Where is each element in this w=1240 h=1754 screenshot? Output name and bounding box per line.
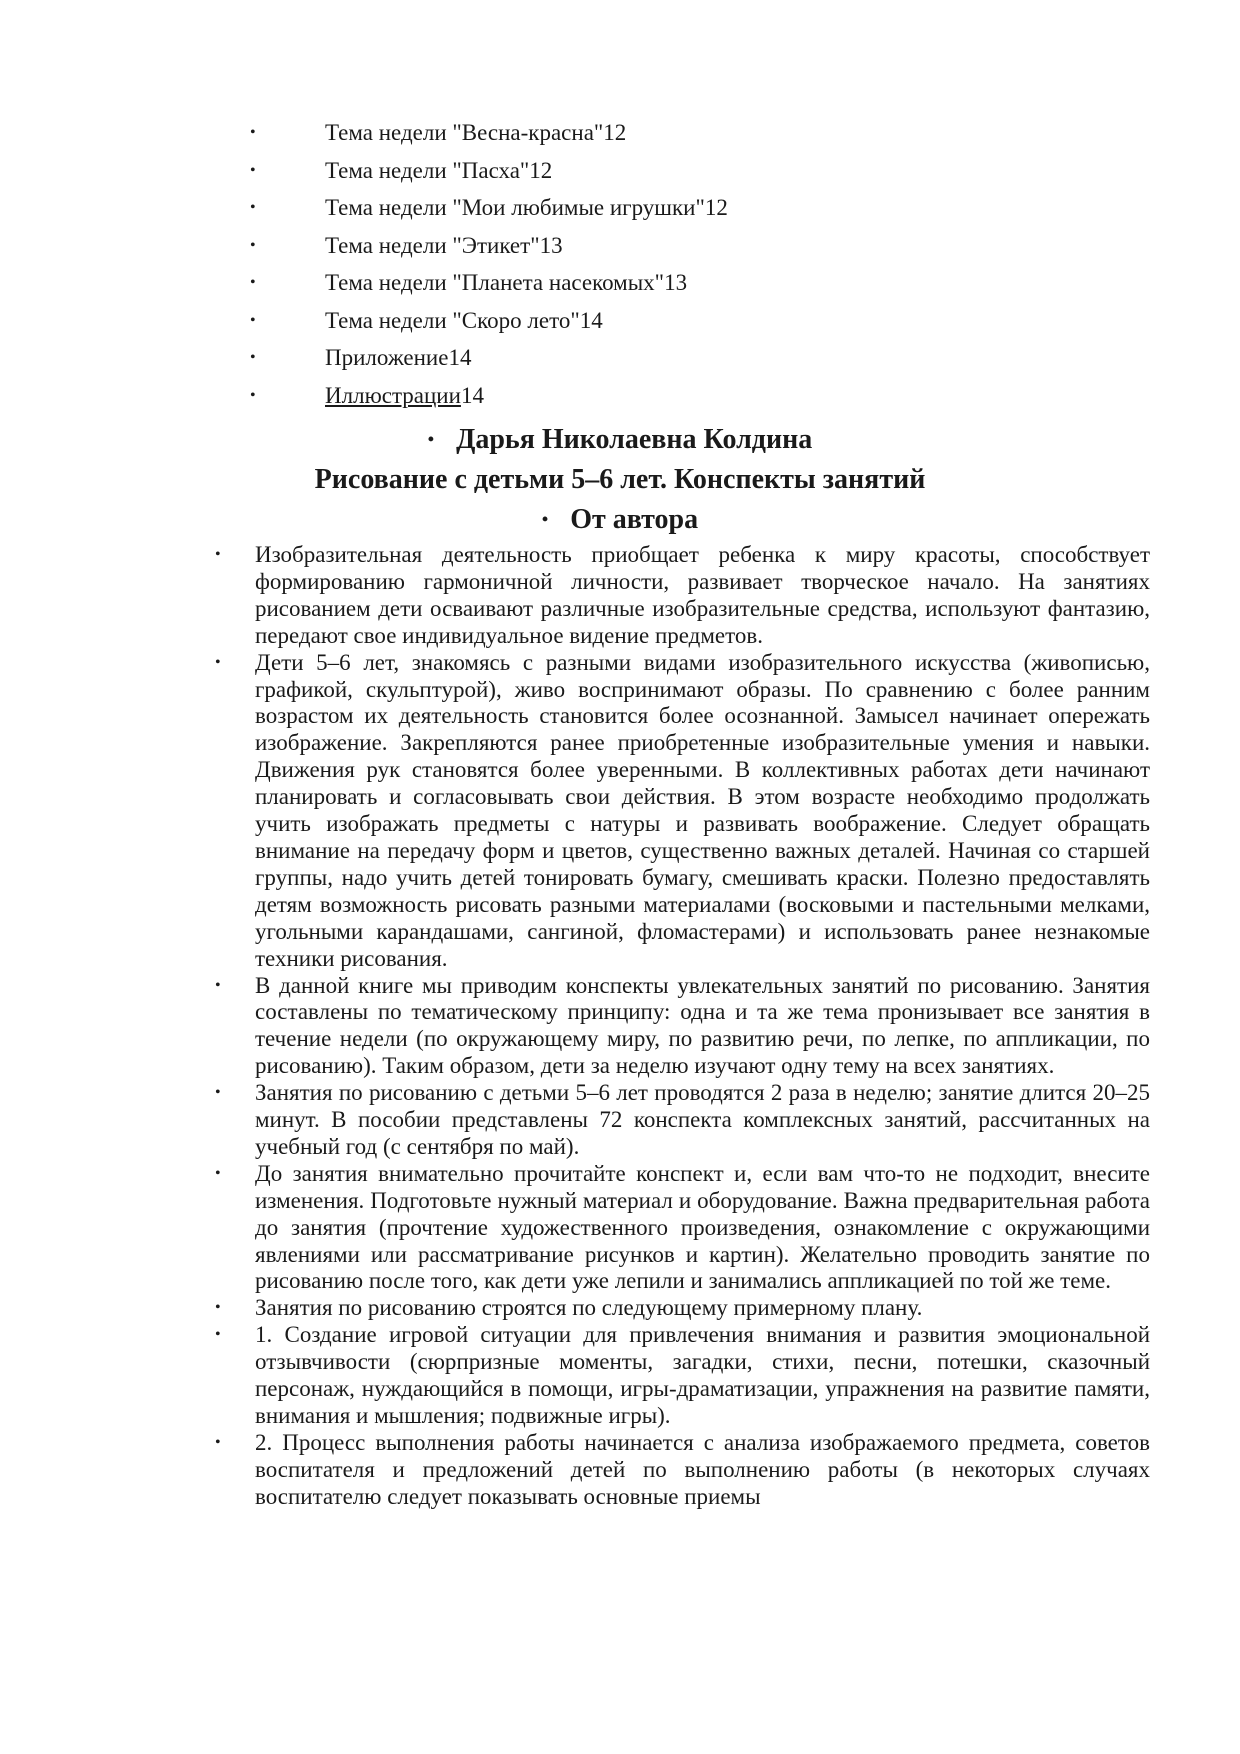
bullet-icon: • <box>250 199 256 216</box>
bullet-icon: • <box>250 161 256 179</box>
paragraph-text: Дети 5–6 лет, знакомясь с разными видами изобразительного искусства (живописью, графикой, скульптурой), живо воспринимают образы. По сравнению с более ранним возрастом их деятельность становится более осознанной. Замысел начинает опережать изображение. Закрепляются ранее приобретенные изобразительные умения и навыки. Движения рук становятся более уверенными. В коллективных работах дети начинают планировать и согласовывать свои действия. В этом возрасте необходимо продолжать учить изображать предметы с натуры и развивать воображение. Следует обращать внимание на передачу форм и цветов, существенно важных деталей. Начиная со старшей группы, надо учить детей тонировать бумагу, смешивать краски. Полезно предоставлять детям возможность рисовать разными материалами (восковыми и пастельными мелками, угольными карандашами, сангиной, фломастерами) и использовать ранее незнакомые техники рисования. <box>255 649 1150 971</box>
toc-item-text: Тема недели "Весна-красна"12 <box>325 120 627 145</box>
bullet-icon: • <box>215 1084 221 1102</box>
bullet-icon: • <box>250 124 256 141</box>
paragraph-text: Занятия по рисованию строятся по следующему примерному плану. <box>255 1295 923 1321</box>
bullet-icon: • <box>250 311 256 329</box>
toc-item[interactable] <box>250 114 950 152</box>
toc-item[interactable] <box>250 152 950 190</box>
toc-item-text: Тема недели "Планета насекомых"13 <box>325 270 688 295</box>
paragraph-text: Занятия по рисованию с детьми 5–6 лет проводятся 2 раза в неделю; занятие длится 20–25 минут. В пособии представлены 72 конспекта комплексных занятий, рассчитанных на учебный год (с сентября по май). <box>255 1080 1150 1159</box>
toc-item-text: Приложение14 <box>325 345 472 370</box>
bullet-icon: • <box>250 236 256 254</box>
toc-item[interactable] <box>250 227 950 265</box>
bullet-icon: • <box>215 1433 221 1451</box>
toc-item[interactable] <box>250 339 950 377</box>
toc-item[interactable] <box>250 189 950 227</box>
bullet-icon: • <box>541 509 549 529</box>
bullet-icon: • <box>250 349 256 366</box>
bullet-icon: • <box>250 274 256 291</box>
paragraph <box>215 650 1150 973</box>
bullet-icon: • <box>215 1326 221 1344</box>
author-name: Дарья Николаевна Колдина <box>456 424 813 455</box>
bullet-icon: • <box>215 546 221 563</box>
toc-item[interactable] <box>250 302 950 340</box>
table-of-contents <box>250 114 950 414</box>
bullet-icon: • <box>250 386 256 404</box>
paragraph <box>215 1295 1150 1322</box>
bullet-icon: • <box>427 429 435 449</box>
paragraph-text: 2. Процесс выполнения работы начинается с анализа изображаемого предмета, советов воспитателя и предложений детей по выполнению работы (в некоторых случаях воспитателю следует показывать основные приемы <box>255 1429 1150 1509</box>
toc-item-text: Тема недели "Пасха"12 <box>325 157 553 183</box>
toc-item[interactable] <box>250 377 950 415</box>
paragraph <box>215 1430 1150 1511</box>
paragraph-text: Изобразительная деятельность приобщает ребенка к миру красоты, способствует формированию гармоничной личности, развивает творческое начало. На занятиях рисованием дети осваивают различные изобразительные средства, используют фантазию, передают свое индивидуальное видение предметов. <box>255 542 1150 648</box>
section-title: От автора <box>570 504 699 535</box>
paragraph <box>215 973 1150 1081</box>
bullet-icon: • <box>215 1299 221 1317</box>
bullet-icon: • <box>215 976 221 994</box>
paragraph <box>215 1080 1150 1161</box>
paragraph-text: 1. Создание игровой ситуации для привлечения внимания и развития эмоциональной отзывчивости (сюрпризные моменты, загадки, стихи, песни, потешки, сказочный персонаж, нуждающийся в помощи, игры-драматизации, упражнения на развитие памяти, внимания и мышления; подвижные игры). <box>255 1322 1150 1428</box>
paragraph-text: В данной книге мы приводим конспекты увлекательных занятий по рисованию. Занятия составлены по тематическому принципу: одна и та же тема пронизывает все занятия в течение недели (по окружающему миру, по развитию речи, по лепке, по аппликации, по рисованию). Таким образом, дети за неделю изучают одну тему на всех занятиях. <box>255 972 1150 1079</box>
bullet-icon: • <box>215 653 221 671</box>
book-title: Рисование с детьми 5–6 лет. Конспекты занятий <box>314 464 926 495</box>
toc-item[interactable] <box>250 264 950 302</box>
toc-item-text: Тема недели "Мои любимые игрушки"12 <box>325 195 728 220</box>
toc-item-page: 14 <box>460 382 484 408</box>
paragraph-text: До занятия внимательно прочитайте конспект и, если вам что-то не подходит, внесите изменения. Подготовьте нужный материал и оборудование. Важна предварительная работа до занятия (прочтение художественного произведения, ознакомление с окружающими явлениями или рассматривание рисунков и картин). Желательно проводить занятие по рисованию после того, как дети уже лепили и занимались аппликацией по той же теме. <box>255 1160 1150 1294</box>
paragraph <box>215 542 1150 650</box>
body-text <box>215 542 1150 1511</box>
toc-item-text: Тема недели "Скоро лето"14 <box>325 307 603 333</box>
toc-link-illustrations[interactable]: Иллюстрации <box>325 382 461 408</box>
paragraph <box>215 1322 1150 1430</box>
paragraph <box>215 1161 1150 1296</box>
author-heading <box>0 424 1240 456</box>
section-heading <box>0 504 1240 536</box>
toc-item-text: Тема недели "Этикет"13 <box>325 232 563 258</box>
bullet-icon: • <box>215 1164 221 1182</box>
